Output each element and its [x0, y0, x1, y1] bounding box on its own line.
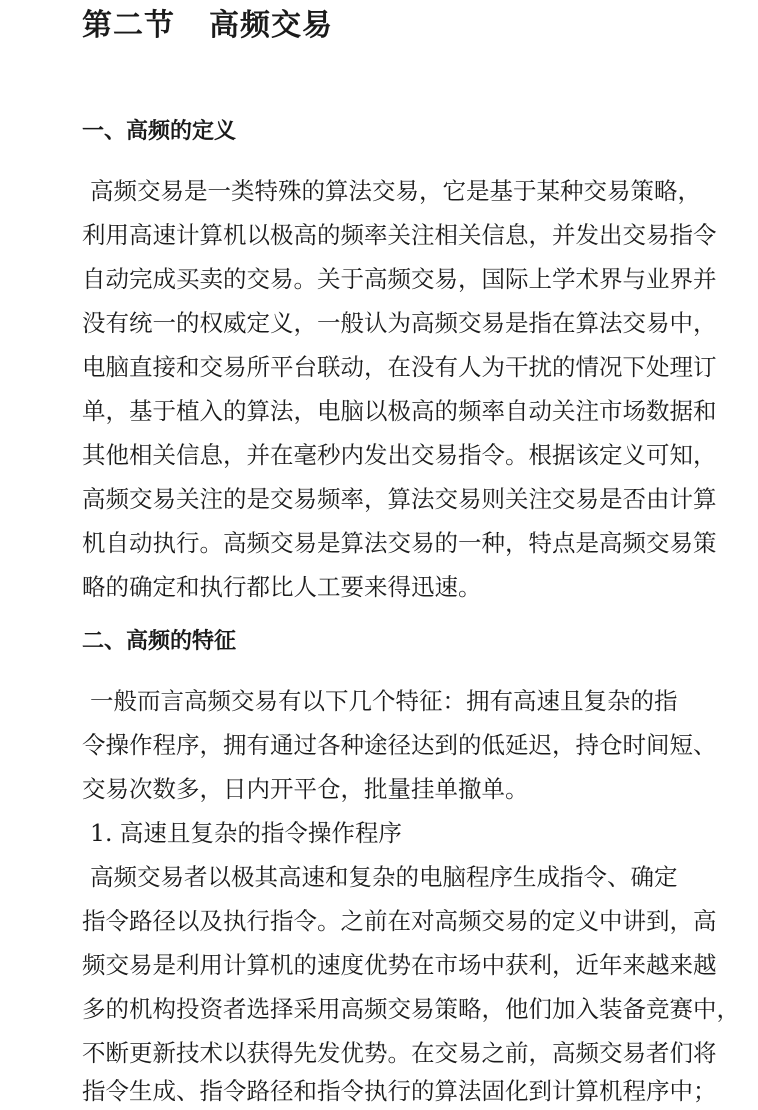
- paragraph-line: 多的机构投资者选择采用高频交易策略，他们加入装备竞赛中，: [82, 995, 740, 1023]
- paragraph-line: 没有统一的权威定义，一般认为高频交易是指在算法交易中，: [82, 309, 717, 337]
- paragraph-line: 略的确定和执行都比人工要来得迅速。: [82, 573, 482, 601]
- paragraph-line: 利用高速计算机以极高的频率关注相关信息，并发出交易指令: [82, 221, 717, 249]
- list-item-heading: 1. 高速且复杂的指令操作程序: [90, 819, 402, 847]
- paragraph-line: 电脑直接和交易所平台联动，在没有人为干扰的情况下处理订: [82, 353, 717, 381]
- paragraph-line: 指令路径以及执行指令。之前在对高频交易的定义中讲到，高: [82, 907, 717, 935]
- paragraph-line: 机自动执行。高频交易是算法交易的一种，特点是高频交易策: [82, 529, 717, 557]
- paragraph-line: 高频交易关注的是交易频率，算法交易则关注交易是否由计算: [82, 485, 717, 513]
- section-name: 高频交易: [209, 8, 333, 43]
- paragraph-line: 一般而言高频交易有以下几个特征：拥有高速且复杂的指: [90, 687, 678, 715]
- paragraph-line: 高频交易是一类特殊的算法交易，它是基于某种交易策略，: [90, 177, 701, 205]
- section-number: 第二节: [82, 8, 175, 43]
- section-title: [82, 4, 333, 48]
- paragraph-line: 不断更新技术以获得先发优势。在交易之前，高频交易者们将: [82, 1039, 717, 1067]
- paragraph-line: 高频交易者以极其高速和复杂的电脑程序生成指令、确定: [90, 863, 678, 891]
- subheading-definition: 一、高频的定义: [82, 119, 237, 144]
- paragraph-line: 其他相关信息，并在毫秒内发出交易指令。根据该定义可知，: [82, 441, 717, 469]
- paragraph-line: 指令生成、指令路径和指令执行的算法固化到计算机程序中；: [82, 1077, 717, 1105]
- paragraph-line: 交易次数多，日内开平仓，批量挂单撤单。: [82, 775, 529, 803]
- subheading-features: 二、高频的特征: [82, 629, 237, 654]
- paragraph-line: 频交易是利用计算机的速度优势在市场中获利，近年来越来越: [82, 951, 717, 979]
- paragraph-line: 单，基于植入的算法，电脑以极高的频率自动关注市场数据和: [82, 397, 717, 425]
- paragraph-line: 自动完成买卖的交易。关于高频交易，国际上学术界与业界并: [82, 265, 717, 293]
- paragraph-line: 令操作程序，拥有通过各种途径达到的低延迟，持仓时间短、: [82, 731, 717, 759]
